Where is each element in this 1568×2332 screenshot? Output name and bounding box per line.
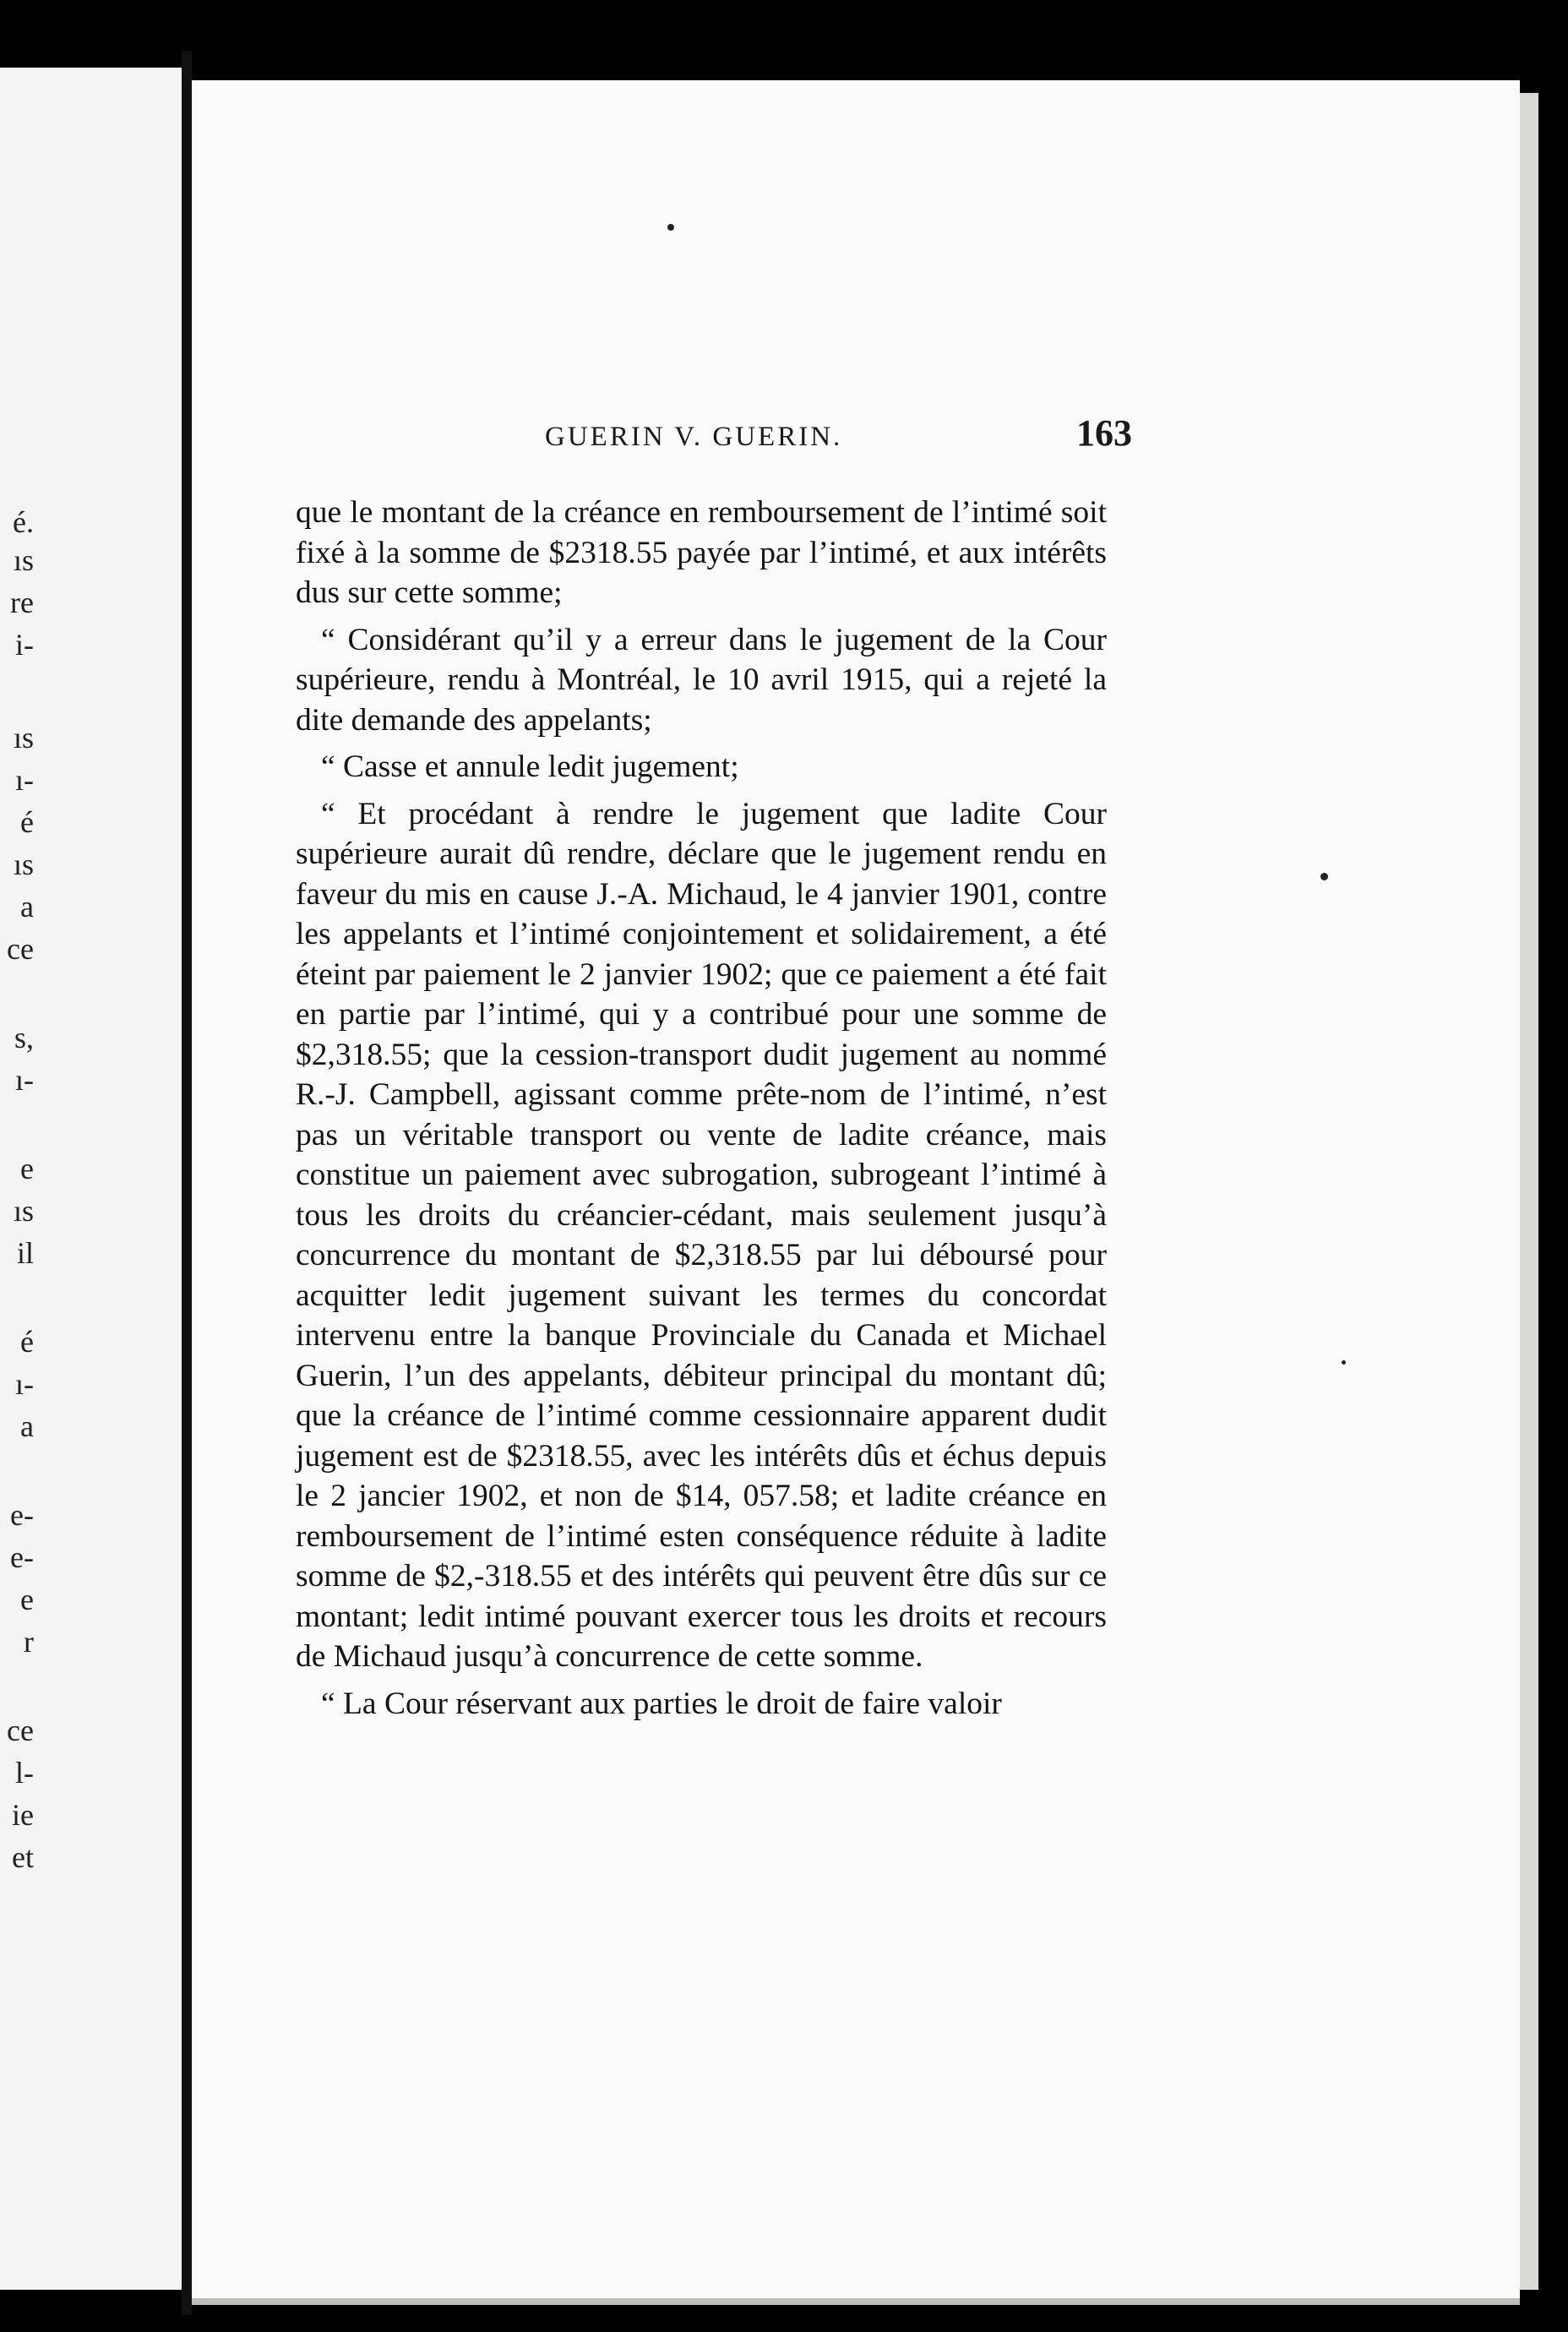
ink-speck (667, 224, 674, 231)
paragraph: “ Et procédant à rendre le jugement que ladite Cour supérieure aurait dû rendre, déclare que le jugement rendu en faveur du mis en cause J.-A. Michaud, le 4 janvier 1901, contre les appelants et l’intimé conjointement et solidairement, a été éteint par paiement le 2 janvier 1902; que ce paiement a été fait en partie par l’intimé, qui y a contribué pour une somme de $2,318.55; que la cession-transport dudit jugement au nommé R.-J. Campbell, agissant comme prête-nom de l’intimé, n’est pas un véritable transport ou vente de ladite créance, mais constitue un paiement avec subrogation, subrogeant l’intimé à tous les droits du créancier-cédant, mais seulement jusqu’à concurrence du montant de $2,318.55 par lui déboursé pour acquitter ledit jugement suivant les termes du concordat intervenu entre la banque Provinciale du Canada et Michael Guerin, l’un des appelants, débiteur principal du montant dû; que la créance de l’intimé comme cessionnaire apparent dudit jugement est de $2318.55, avec les intérêts dûs et échus depuis le 2 jancier 1902, et non de $14, 057.58; et ladite créance en remboursement de l’intimé esten conséquence réduite à ladite somme de $2,-318.55 et des intérêts qui peuvent être dûs sur ce montant; ledit intimé pouvant exercer tous les droits et recours de Michaud jusqu’à concurrence de cette somme. (296, 796, 1107, 1674)
previous-page-text-fragment: é (20, 805, 34, 839)
previous-page-text-fragment: e- (10, 1540, 34, 1574)
previous-page-text-fragment: r (24, 1625, 34, 1659)
paragraph: “ Considérant qu’il y a erreur dans le jugement de la Cour supérieure, rendu à Montréal, le 10 avril 1915, qui a rejeté la dite demande des appelants; (296, 622, 1107, 738)
ink-speck (1320, 873, 1328, 880)
running-title: GUERIN V. GUERIN. (545, 422, 843, 452)
previous-page-text-fragment: ce (7, 932, 34, 966)
previous-page-text-fragment: a (20, 890, 34, 924)
previous-page-text-fragment: ie (12, 1798, 34, 1832)
previous-page-text-fragment: ce (7, 1714, 34, 1747)
previous-page-text-fragment: s, (14, 1021, 34, 1054)
previous-page-text-fragment: et (12, 1840, 34, 1874)
body-text (296, 493, 1107, 1730)
page-gutter (182, 51, 192, 2315)
paragraph: “ Casse et annule ledit jugement; (321, 749, 739, 784)
previous-page-text-fragment: ıs (13, 847, 34, 881)
previous-page-text-fragment: l- (15, 1756, 34, 1790)
previous-page-text-fragment: é (20, 1325, 34, 1359)
previous-page-text-fragment: e- (10, 1498, 34, 1532)
running-head (355, 411, 1132, 462)
page-number: 163 (1076, 412, 1132, 454)
previous-page-text-fragment: ı- (15, 1367, 34, 1401)
paragraph: que le montant de la créance en remboursement de l’intimé soit fixé à la somme de $2318.55 payée par l’intimé, et aux intérêts dus sur cette somme; (296, 495, 1107, 610)
previous-page-edge (0, 68, 182, 2290)
previous-page-text-fragment: ıs (13, 543, 34, 577)
previous-page-text-fragment: i- (15, 628, 34, 662)
previous-page-text-fragment: e (20, 1152, 34, 1185)
previous-page-text-fragment: ı- (15, 763, 34, 797)
previous-page-text-fragment: ıs (13, 721, 34, 755)
previous-page-text-fragment: ı- (15, 1063, 34, 1097)
page-bottom-edge (192, 2298, 1520, 2305)
previous-page-text-fragment: il (16, 1236, 34, 1270)
previous-page-text-fragment: a (20, 1409, 34, 1443)
paragraph: “ La Cour réservant aux parties le droit de faire valoir (321, 1686, 1002, 1721)
page-edge-shadow (1520, 93, 1538, 2290)
ink-speck (1342, 1360, 1346, 1365)
previous-page-text-fragment: e (20, 1583, 34, 1616)
previous-page-text-fragment: re (10, 586, 34, 619)
previous-page-text-fragment: ıs (13, 1194, 34, 1228)
previous-page-text-fragment: é. (13, 505, 34, 539)
